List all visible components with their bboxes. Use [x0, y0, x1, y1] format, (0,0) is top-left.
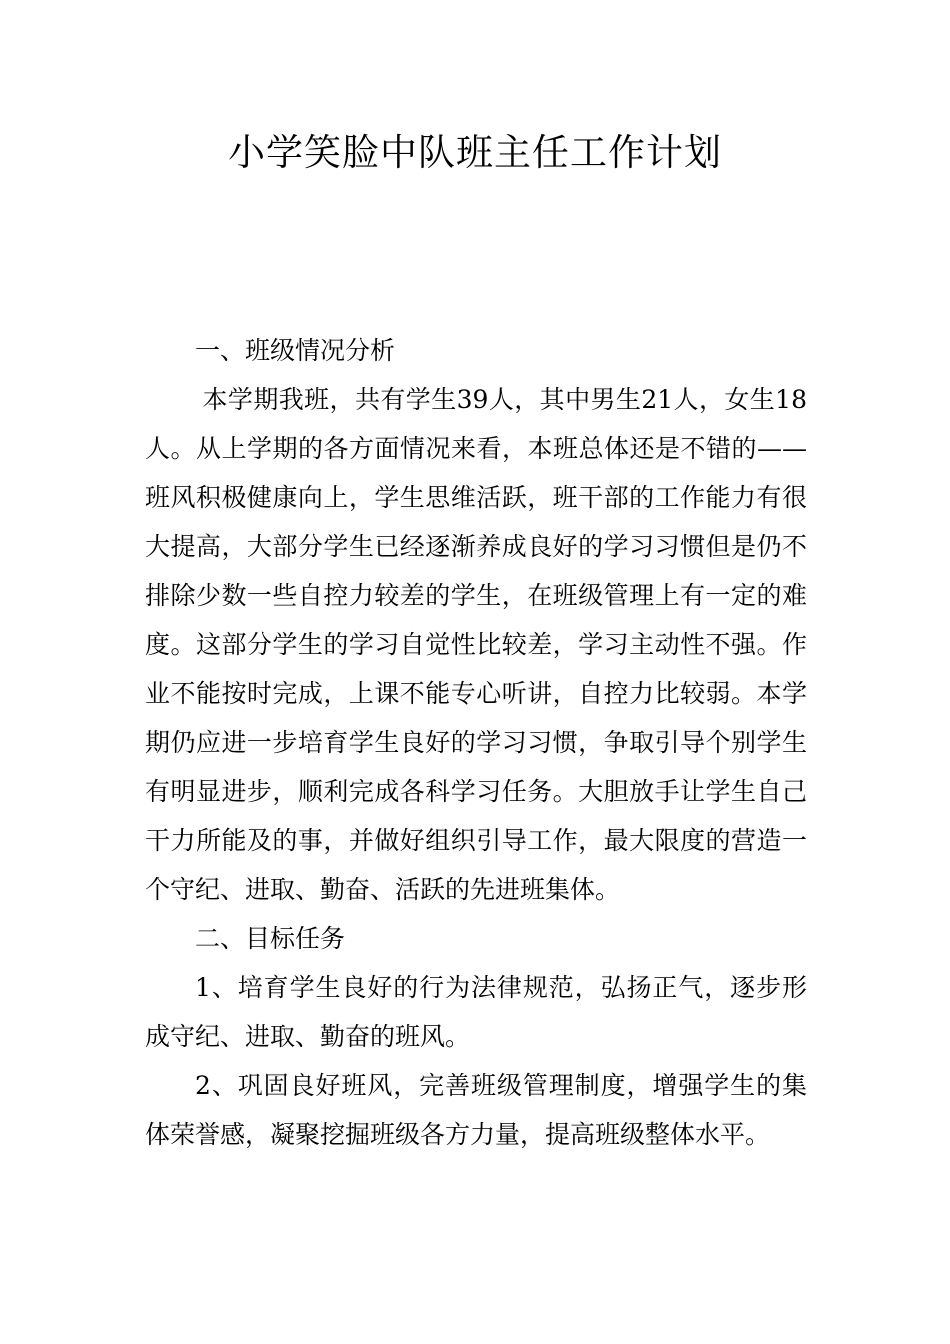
- page-title: 小学笑脸中队班主任工作计划: [228, 131, 722, 174]
- paragraph-goal-1: 1、培育学生良好的行为法律规范，弘扬正气，逐步形成守纪、进取、勤奋的班风。: [145, 973, 807, 1051]
- section-heading-class-analysis: 一、班级情况分析: [195, 336, 396, 365]
- section-heading-goals: 二、目标任务: [195, 924, 346, 953]
- paragraph-goal-2: 2、巩固良好班风，完善班级管理制度，增强学生的集体荣誉感，凝聚挖掘班级各方力量，提高班级整体水平。: [145, 1071, 807, 1149]
- paragraph-class-analysis: 本学期我班，共有学生39人，其中男生21人，女生18人。从上学期的各方面情况来看，本班总体还是不错的——班风积极健康向上，学生思维活跃，班干部的工作能力有很大提高，大部分学生已经逐渐养成良好的学习习惯但是仍不排除少数一些自控力较差的学生，在班级管理上有一定的难度。这部分学生的学习自觉性比较差，学习主动性不强。作业不能按时完成，上课不能专心听讲，自控力比较弱。本学期仍应进一步培育学生良好的学习习惯，争取引导个别学生有明显进步，顺利完成各科学习任务。大胆放手让学生自己干力所能及的事，并做好组织引导工作，最大限度的营造一个守纪、进取、勤奋、活跃的先进班集体。: [145, 385, 807, 904]
- document-body: [145, 326, 807, 1159]
